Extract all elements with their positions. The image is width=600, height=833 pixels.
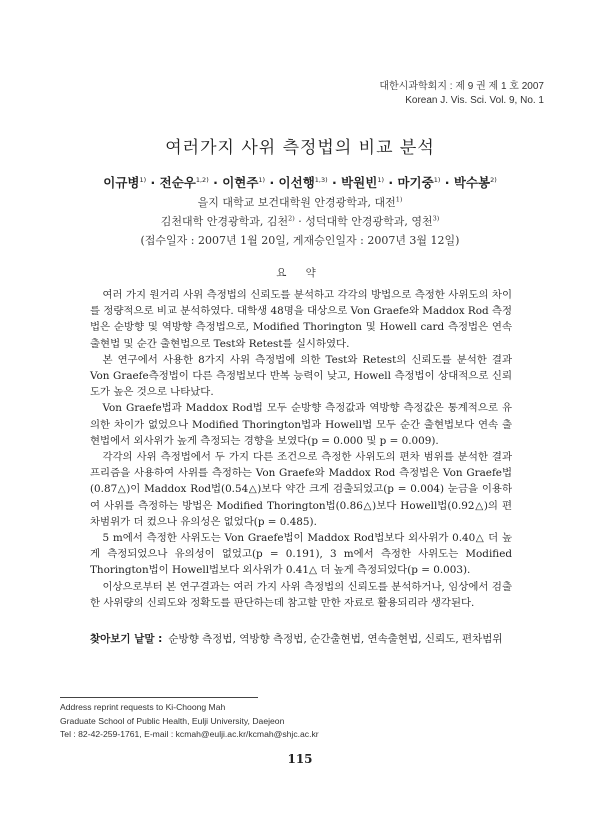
footnote-line: Address reprint requests to Ki-Choong Mah bbox=[60, 702, 226, 712]
author: 이선행$^{1,3)}$ bbox=[278, 175, 328, 190]
abstract-paragraph: 5 m에서 측정한 사위도는 Von Graefe법이 Maddox Rod법보다 외사위가 0.40△ 더 높게 측정되었으나 유의성이 없었고(p = 0.191), 3 m에서 측정한 사위도는 Modified Thorington법이 Howell법보다 외사위가 0.41△ 더 높게 측정되었다(p = 0.003). bbox=[90, 532, 512, 577]
author: 마기중$^{1)}$ bbox=[397, 175, 441, 190]
abstract-paragraph: 여러 가지 원거리 사위 측정법의 신뢰도를 분석하고 각각의 방법으로 측정한 사위도의 차이를 정량적으로 비교 분석하였다. 대학생 48명을 대상으로 Von Graefe와 Maddox Rod 측정법은 순방향 및 역방향 측정법으로, Modified Thorington 및 Howell card 측정법은 연속 출현법 및 순간 출현법으로 Test와 Retest를 실시하였다. bbox=[90, 289, 512, 350]
footnote-divider bbox=[60, 697, 258, 698]
author-separator: · bbox=[440, 175, 454, 190]
affiliation-2: 김천대학 안경광학과, 김천$^{2)}$ · 성덕대학 안경광학과, 영천$^{3)}$ bbox=[160, 214, 440, 228]
keywords-label: 찾아보기 낱말 : bbox=[90, 633, 163, 645]
abstract-body bbox=[90, 287, 512, 611]
paper-title: 여러가지 사위 측정법의 비교 분석 bbox=[165, 138, 435, 158]
submission-dates: (접수일자 : 2007년 1월 20일, 게재승인일자 : 2007년 3월 12일) bbox=[140, 234, 460, 247]
author: 박수봉$^{2)}$ bbox=[453, 175, 497, 190]
abstract-paragraph: 본 연구에서 사용한 8가지 사위 측정법에 의한 Test와 Retest의 신뢰도를 분석한 결과 Von Graefe측정법이 다른 측정법보다 반복 능력이 낮고, Howell 측정법이 상대적으로 신뢰도가 높은 것으로 나타났다. bbox=[90, 353, 512, 399]
footnote bbox=[60, 701, 319, 742]
footnote-line: Graduate School of Public Health, Eulji University, Daejeon bbox=[60, 715, 285, 726]
abstract-paragraph: Von Graefe법과 Maddox Rod법 모두 순방향 측정값과 역방향 측정값은 통계적으로 유의한 차이가 없었으나 Modified Thorington법과 Howell법 모두 순간 출현법보다 연속 출현법에서 외사위가 높게 측정되는 경향을 보였다(p = 0.000 및 p = 0.009). bbox=[90, 402, 512, 447]
footnote-line: Tel : 82-42-259-1761, E-mail : kcmah@eulji.ac.kr/kcmah@shjc.ac.kr bbox=[60, 729, 319, 739]
author-separator: · bbox=[208, 175, 223, 190]
abstract-heading: 요 약 bbox=[276, 267, 324, 279]
abstract-paragraph: 각각의 사위 측정법에서 두 가지 다른 조건으로 측정한 사위도의 편차 범위를 분석한 결과 프리즘을 사용하여 사위를 측정하는 Von Graefe와 Maddox Rod 측정법은 Von Graefe법(0.87△)이 Maddox Rod법(0.54△)보다 약간 크게 검출되었고(p = 0.004) 눈금을 이용하여 사위를 측정하는 방법은 Modified Thorington법(0.86△)보다 Howell법(0.92△)의 편차범위가 더 컸으나 유의성은 없었다(p = 0.485). bbox=[90, 451, 512, 528]
author-separator: · bbox=[384, 175, 398, 190]
author: 이규병$^{1)}$ bbox=[103, 175, 147, 190]
author: 이현주$^{1)}$ bbox=[222, 175, 266, 190]
author: 전순우$^{1,2)}$ bbox=[159, 175, 209, 190]
author: 박원빈$^{1)}$ bbox=[341, 175, 385, 190]
affiliation-1: 을지 대학교 보건대학원 안경광학과, 대전$^{1)}$ bbox=[197, 195, 403, 209]
page-number: 115 bbox=[287, 752, 313, 766]
author-separator: · bbox=[146, 175, 160, 190]
abstract-paragraph: 이상으로부터 본 연구결과는 여러 가지 사위 측정법의 신뢰도를 분석하거나, 임상에서 검출한 사위량의 신뢰도와 정확도를 판단하는데 참고할 만한 자료로 활용되리라 생각된다. bbox=[90, 580, 512, 609]
author-separator: · bbox=[265, 175, 279, 190]
author-list bbox=[0, 173, 600, 191]
keywords-text: 순방향 측정법, 역방향 측정법, 순간출현법, 연속출현법, 신뢰도, 편차범위 bbox=[168, 633, 503, 645]
journal-citation-ko: 대한시과학회지 : 제 9 권 제 1 호 2007 bbox=[379, 81, 544, 92]
keywords bbox=[90, 631, 512, 648]
author-separator: · bbox=[327, 175, 342, 190]
journal-citation-en: Korean J. Vis. Sci. Vol. 9, No. 1 bbox=[405, 95, 544, 106]
journal-header bbox=[379, 80, 544, 108]
